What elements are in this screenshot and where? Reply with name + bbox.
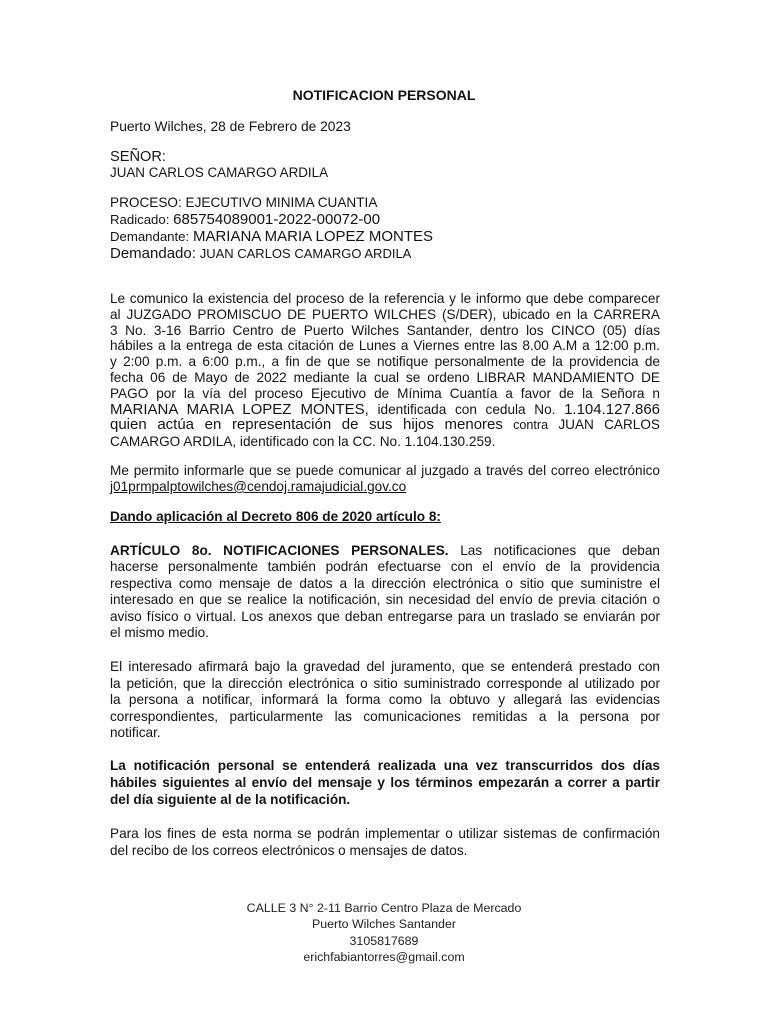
sworn-line: El interesado afirmará bajo la gravedad del juramento, que se entenderá prestado con bbox=[110, 659, 660, 674]
citation-line: y 2:00 p.m. a 6:00 p.m., a fin de que se notifique personalmente de la providencia de bbox=[110, 354, 660, 370]
case-info-block bbox=[110, 194, 660, 263]
confirmation-paragraph bbox=[110, 825, 660, 859]
decree-heading: Dando aplicación al Decreto 806 de 2020 artículo 8: bbox=[110, 509, 441, 524]
contact-line: Me permito informarle que se puede comunicar al juzgado a través del correo electrónico bbox=[110, 463, 660, 478]
article-line: respectiva como mensaje de datos a la dirección electrónica o sitio que suministre el bbox=[110, 575, 660, 591]
article-line: interesado en que se realice la notificación, sin necesidad del envío de previa citación o bbox=[110, 592, 660, 608]
case-radicado-value: 685754089001-2022-00072-00 bbox=[173, 210, 381, 228]
article-paragraph bbox=[110, 543, 660, 641]
confirmation-line: del recibo de los correos electrónicos o mensajes de datos. bbox=[110, 842, 468, 858]
article-text: Las notificaciones que deban bbox=[460, 543, 660, 558]
citation-line: hábiles a la entrega de esta citación de Lunes a Viernes entre las 8.00 A.M a 12:00 p.m. bbox=[110, 338, 660, 354]
contact-paragraph bbox=[110, 463, 660, 495]
case-proceso bbox=[110, 194, 660, 211]
case-proceso-value: EJECUTIVO MINIMA CUANTIA bbox=[185, 194, 378, 210]
case-proceso-label: PROCESO: bbox=[110, 194, 182, 210]
footer-address: CALLE 3 N° 2-11 Barrio Centro Plaza de Mercado bbox=[246, 901, 522, 915]
sworn-line: correspondientes, particularmente las comunicaciones remitidas a la persona por bbox=[110, 708, 660, 724]
sworn-line: notificar. bbox=[110, 725, 161, 740]
case-demandado-value: JUAN CARLOS CAMARGO ARDILA bbox=[199, 246, 412, 262]
case-radicado-label: Radicado: bbox=[110, 211, 170, 227]
article-line bbox=[110, 543, 660, 559]
notice-line: La notificación personal se entenderá realizada una vez transcurridos dos días bbox=[110, 757, 660, 773]
notice-line: del día siguiente al de la notificación. bbox=[110, 791, 351, 807]
citation-line: PAGO por la vía del proceso Ejecutivo de Mínima Cuantía a favor de la Señora n bbox=[110, 385, 660, 401]
sworn-paragraph bbox=[110, 659, 660, 742]
sworn-line: la persona a notificar, informará la forma como la obtuvo y allegará las evidencias bbox=[110, 692, 660, 707]
citation-line: al JUZGADO PROMISCUO DE PUERTO WILCHES (S/DER), ubicado en la CARRERA bbox=[110, 306, 660, 322]
citation-line bbox=[110, 402, 660, 418]
article-line: el mismo medio. bbox=[110, 625, 209, 641]
footer-city: Puerto Wilches Santander bbox=[312, 917, 456, 932]
sworn-line: la petición, que la dirección electrónica o sitio suministrado corresponde al utilizado por bbox=[110, 675, 660, 691]
notice-paragraph bbox=[110, 757, 660, 808]
plaintiff-id-number: 1.104.127.866 bbox=[564, 400, 661, 418]
addressee-block bbox=[110, 150, 660, 180]
case-demandante-label: Demandante: bbox=[110, 229, 190, 245]
citation-text: quien actúa en representación de sus hijos menores bbox=[110, 416, 503, 434]
case-radicado bbox=[110, 211, 660, 228]
place-date: Puerto Wilches, 28 de Febrero de 2023 bbox=[110, 119, 351, 134]
citation-line: CAMARGO ARDILA, identificado con la CC. No. 1.104.130.259. bbox=[110, 434, 496, 450]
footer-phone: 3105817689 bbox=[349, 933, 419, 948]
defendant-name: JUAN CARLOS bbox=[558, 417, 661, 433]
article-title: ARTÍCULO 8o. NOTIFICACIONES PERSONALES. bbox=[110, 543, 449, 558]
case-demandante-value: MARIANA MARIA LOPEZ MONTES bbox=[192, 228, 434, 246]
addressee-name: JUAN CARLOS CAMARGO ARDILA bbox=[110, 164, 329, 180]
court-email-link[interactable]: j01prmpalptowilches@cendoj.ramajudicial.gov.co bbox=[110, 479, 407, 494]
citation-contra: contra bbox=[513, 418, 549, 433]
article-line: aviso físico o virtual. Los anexos que deban entregarse para un traslado se enviarán por bbox=[110, 608, 660, 624]
case-demandado-label: Demandado: bbox=[110, 245, 196, 263]
footer-email: erichfabiantorres@gmail.com bbox=[303, 949, 465, 964]
case-demandante bbox=[110, 228, 660, 245]
notice-line: hábiles siguientes al envío del mensaje y los términos empezarán a correr a partir bbox=[110, 774, 660, 790]
page-footer bbox=[0, 900, 768, 965]
citation-paragraph bbox=[110, 291, 660, 450]
citation-text: identificada con cedula No. bbox=[377, 401, 556, 417]
contact-email-line bbox=[110, 479, 660, 495]
citation-line: Le comunico la existencia del proceso de la referencia y le informo que debe comparecer bbox=[110, 291, 660, 306]
confirmation-line: Para los fines de esta norma se podrán implementar o utilizar sistemas de confirmación bbox=[110, 825, 660, 841]
case-demandado bbox=[110, 245, 660, 262]
article-line: hacerse personalmente también podrán efectuarse con el envío de la providencia bbox=[110, 559, 660, 575]
plaintiff-name: MARIANA MARIA LOPEZ MONTES, bbox=[110, 400, 369, 418]
addressee-salutation: SEÑOR: bbox=[110, 148, 166, 165]
document-title: NOTIFICACION PERSONAL bbox=[292, 87, 476, 103]
citation-line: fecha 06 de Mayo de 2022 mediante la cual se ordeno LIBRAR MANDAMIENTO DE bbox=[110, 369, 660, 385]
citation-line: 3 No. 3-16 Barrio Centro de Puerto Wilches Santander, dentro los CINCO (05) días bbox=[110, 322, 660, 338]
citation-line bbox=[110, 417, 660, 434]
